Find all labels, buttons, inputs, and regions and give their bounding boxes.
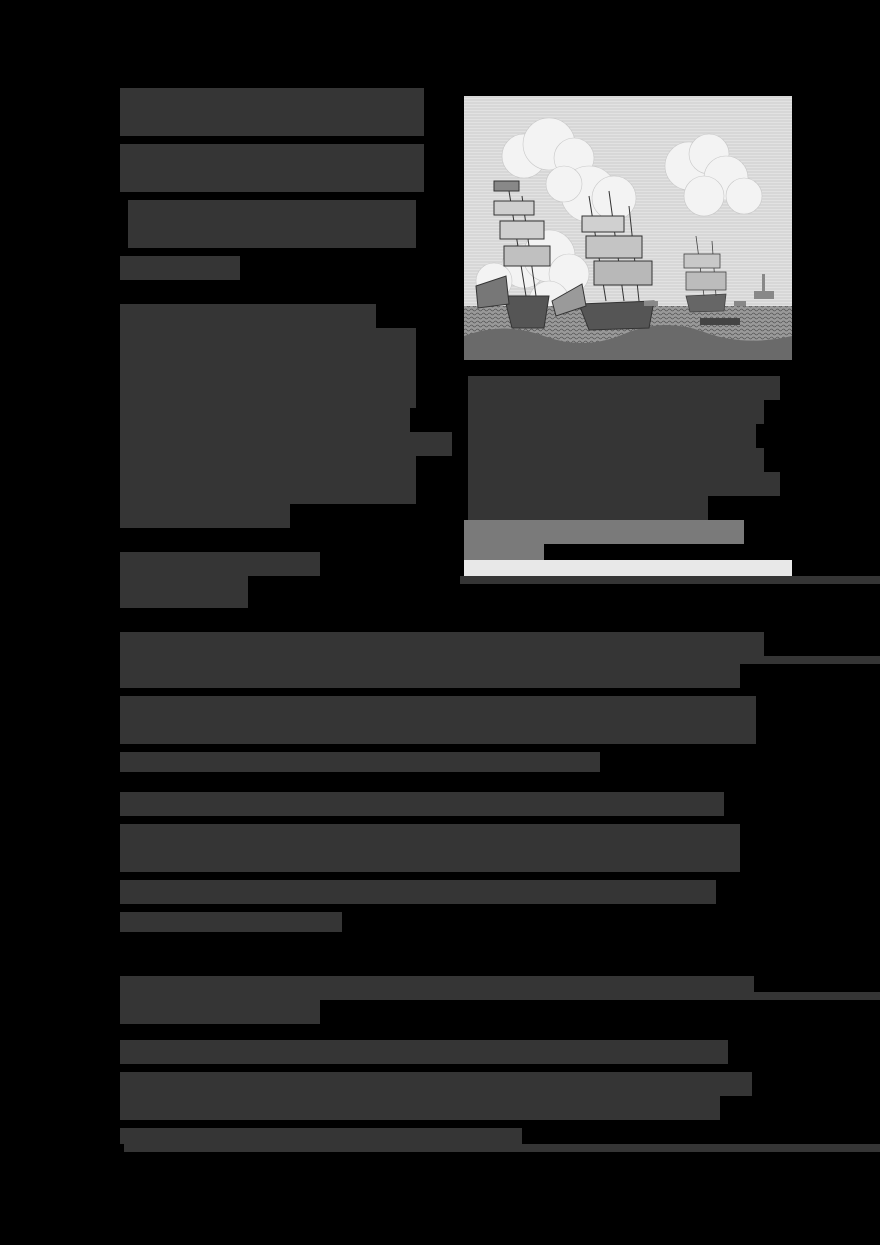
redaction-bar: [120, 696, 756, 744]
caption-credit-redacted: [464, 520, 744, 544]
redaction-bar: [120, 304, 376, 328]
rule-line: [120, 656, 880, 664]
redaction-bar: [120, 1096, 720, 1120]
redaction-bar: [468, 448, 764, 472]
redaction-bar: [120, 328, 416, 408]
redaction-bar: [120, 504, 290, 528]
redaction-bar: [468, 376, 780, 400]
rule-line: [460, 576, 880, 584]
redaction-bar: [120, 632, 764, 656]
rule-line: [124, 1144, 880, 1152]
redaction-bar: [120, 664, 740, 688]
rule-line: [120, 992, 880, 1000]
redaction-bar: [120, 824, 740, 872]
naval-battle-engraving: [464, 96, 792, 360]
redaction-bar: [120, 1128, 522, 1144]
redaction-bar: [120, 1040, 728, 1064]
redaction-bar: [120, 144, 424, 192]
redaction-bar: [120, 576, 248, 608]
redaction-bar: [468, 400, 764, 424]
redaction-bar: [120, 456, 416, 504]
redaction-bar: [120, 1072, 752, 1096]
redaction-bar: [468, 424, 756, 448]
caption-credit-redacted: [464, 544, 544, 560]
figure-footer-bar: [464, 560, 792, 576]
redaction-bar: [120, 256, 240, 280]
redaction-bar: [120, 552, 320, 576]
redaction-bar: [468, 472, 780, 496]
redaction-bar: [120, 1000, 320, 1024]
redaction-bar: [120, 752, 600, 772]
engraving-illustration: [464, 96, 792, 360]
redaction-bar: [120, 88, 424, 136]
redaction-bar: [120, 792, 724, 816]
redaction-bar: [120, 270, 138, 280]
redaction-bar: [120, 432, 452, 456]
redaction-bar: [120, 912, 342, 932]
redaction-bar: [120, 880, 716, 904]
redaction-bar: [468, 496, 708, 520]
redaction-bar: [128, 200, 416, 248]
redaction-bar: [120, 408, 410, 432]
